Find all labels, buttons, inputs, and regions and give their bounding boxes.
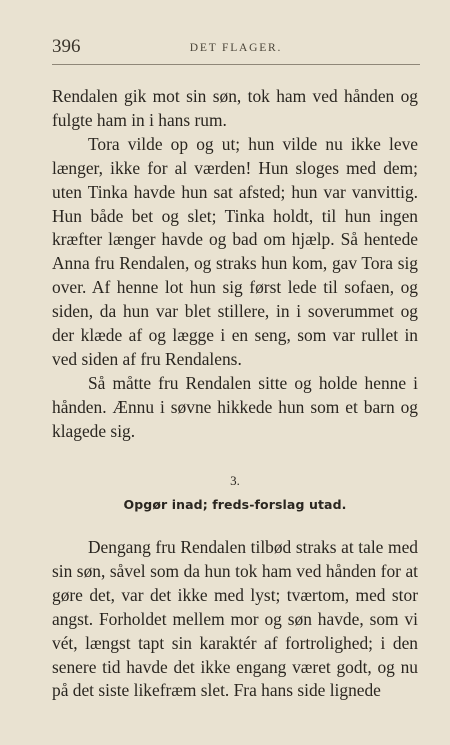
paragraph: Rendalen gik mot sin søn, tok ham ved hånden og fulgte ham in i hans rum.: [52, 86, 418, 130]
section-heading: Opgør inad; freds-forslag utad.: [123, 497, 347, 512]
body-text-bottom: [52, 536, 418, 703]
running-head: DET FLAGER.: [189, 42, 283, 54]
paragraph: Så måtte fru Rendalen sitte og holde henne i hånden. Ænnu i søvne hikkede hun som et barn og klagede sig.: [52, 372, 418, 441]
body-text-top: [52, 85, 418, 444]
page-number: 396: [52, 36, 81, 57]
section-number: 3.: [230, 473, 240, 488]
page-header: [52, 36, 420, 66]
header-rule: [52, 64, 420, 65]
paragraph: Tora vilde op og ut; hun vilde nu ikke leve længer, ikke for al værden! Hun sloges med dem; uten Tinka havde hun sat afsted; hun var vanvittig. Hun både bet og slet; Tinka holdt, til hun ingen kræfter længer havde og bad om hjælp. Så hentede Anna fru Rendalen, og straks hun kom, gav Tora sig over. Af henne lot hun sig først lede til sofaen, og siden, da hun var blet stillere, in i soverummet og der klæde af og lægge i en seng, som var rullet in ved siden af fru Rendalens.: [52, 133, 418, 369]
paragraph: Dengang fru Rendalen tilbød straks at tale med sin søn, såvel som da hun tok ham ved hånden for at gøre det, var det ikke med lyst; tværtom, med stor angst. Forholdet mellem mor og søn havde, som vi vét, længst tapt sin karaktér af fortrolighed; i den senere tid havde det ikke engang været godt, og nu på det siste likefræm slet. Fra hans side lignede: [52, 537, 418, 701]
